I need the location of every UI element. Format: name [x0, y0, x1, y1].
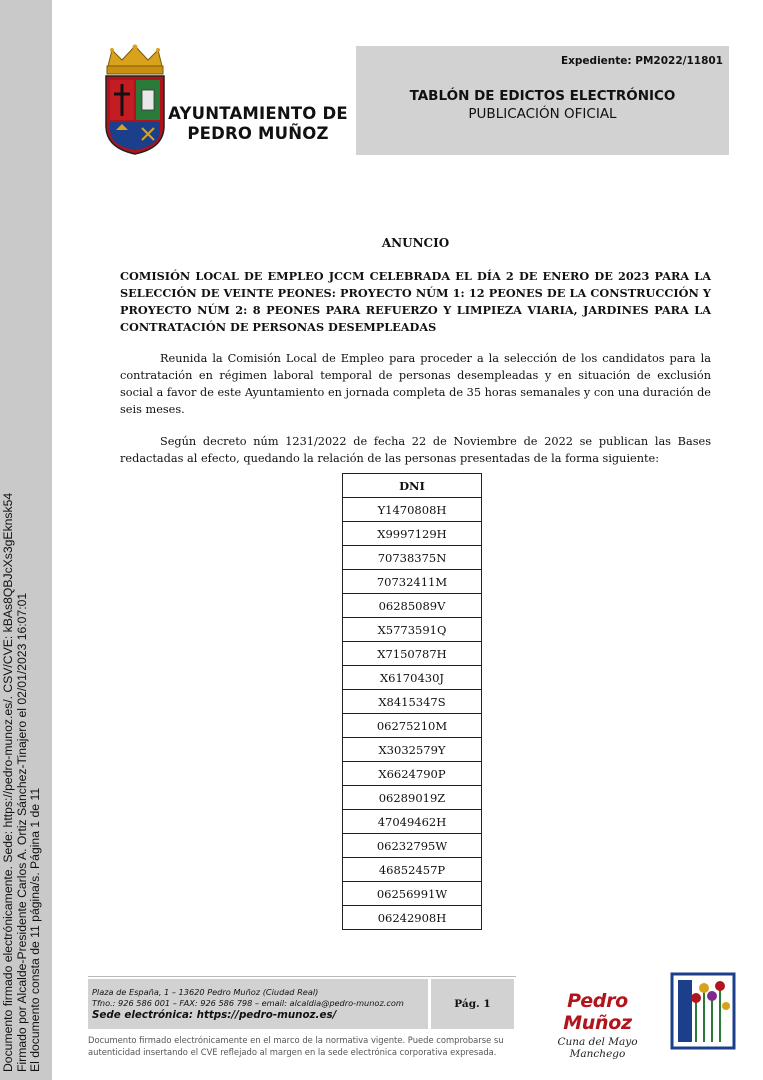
organization-name — [168, 104, 348, 144]
table-row — [343, 666, 482, 690]
board-subtitle: PUBLICACIÓN OFICIAL — [468, 106, 617, 122]
table-row — [343, 714, 482, 738]
dni-cell: Y1470808H — [343, 498, 482, 522]
dni-cell: 70732411M — [343, 570, 482, 594]
brand-tagline: Cuna del Mayo Manchego — [557, 1036, 638, 1060]
organization-name-line-1: AYUNTAMIENTO DE — [168, 104, 348, 123]
table-row — [343, 738, 482, 762]
table-row — [343, 882, 482, 906]
table-row — [343, 762, 482, 786]
dni-cell: 70738375N — [343, 546, 482, 570]
dni-cell: X9997129H — [343, 522, 482, 546]
footer-divider — [88, 976, 516, 977]
signature-line-1: Documento firmado electrónicamente. Sede: https://pedro-munoz.es/. CSV/CVE: kBAs8QBJcXs3gEknsk54 — [1, 492, 15, 1072]
table-row — [343, 810, 482, 834]
signature-line-3: El documento consta de 11 página/s. Página 1 de 11 — [28, 787, 42, 1072]
dni-cell: 06289019Z — [343, 786, 482, 810]
table-row — [343, 906, 482, 930]
table-row — [343, 834, 482, 858]
board-title: TABLÓN DE EDICTOS ELECTRÓNICO — [409, 88, 676, 104]
document-heading: ANUNCIO — [381, 236, 450, 250]
footer-contact: Tfno.: 926 586 001 – FAX: 926 586 798 – email: alcaldia@pedro-munoz.com — [92, 998, 404, 1008]
coat-of-arms-icon — [102, 44, 168, 156]
dni-cell: 46852457P — [343, 858, 482, 882]
footer-note: Documento firmado electrónicamente en el marco de la normativa vigente. Puede comprobarse su autenticidad insertando el CVE reflejado al margen en la sede electrónica corporativa expresada. — [88, 1035, 504, 1057]
table-row — [343, 690, 482, 714]
dni-cell: 06242908H — [343, 906, 482, 930]
table-row — [343, 858, 482, 882]
document-subject: COMISIÓN LOCAL DE EMPLEO JCCM CELEBRADA EL DÍA 2 DE ENERO DE 2023 PARA LA SELECCIÓN DE VEINTE PEONES: PROYECTO NÚM 1: 12 PEONES DE LA CONSTRUCCIÓN Y PROYECTO NÚM 2: 8 PEONES PARA REFUERZO Y LIMPIEZA VIARIA, JARDINES PARA LA CONTRATACIÓN DE PERSONAS DESEMPLEADAS — [120, 269, 711, 334]
dni-column-header: DNI — [343, 474, 482, 498]
page-number: Pág. 1 — [431, 979, 514, 1029]
paragraph-1: Reunida la Comisión Local de Empleo para proceder a la selección de los candidatos para la contratación en régimen laboral temporal de personas desempleadas y en situación de exclusión social a favor de este Ayuntamiento en jornada completa de 35 horas semanales y con una duración de seis meses. — [120, 352, 711, 416]
town-brand-logo-icon — [670, 972, 736, 1050]
organization-name-line-2: PEDRO MUÑOZ — [187, 124, 329, 143]
table-row — [343, 594, 482, 618]
dni-cell: X8415347S — [343, 690, 482, 714]
table-row — [343, 618, 482, 642]
dni-cell: X5773591Q — [343, 618, 482, 642]
footer-address: Plaza de España, 1 – 13620 Pedro Muñoz (Ciudad Real) — [92, 987, 319, 997]
table-row — [343, 498, 482, 522]
footer-contact-box — [88, 979, 428, 1029]
dni-cell: X3032579Y — [343, 738, 482, 762]
table-row — [343, 642, 482, 666]
dni-table — [342, 473, 482, 930]
brand-name: Pedro Muñoz — [563, 990, 632, 1034]
dni-cell: 47049462H — [343, 810, 482, 834]
dni-cell: X7150787H — [343, 642, 482, 666]
brand-block — [530, 990, 665, 1060]
signature-line-2: Firmado por Alcalde-Presidente Carlos A. Ortiz Sánchez-Tinajero el 02/01/2023 16:07:01 — [14, 592, 29, 1072]
dni-cell: 06285089V — [343, 594, 482, 618]
table-row — [343, 546, 482, 570]
dni-cell: 06275210M — [343, 714, 482, 738]
footer-sede-link[interactable]: Sede electrónica: https://pedro-munoz.es/ — [92, 1009, 337, 1021]
expediente-number: Expediente: PM2022/11801 — [560, 55, 723, 67]
dni-cell: X6170430J — [343, 666, 482, 690]
paragraph-2: Según decreto núm 1231/2022 de fecha 22 de Noviembre de 2022 se publican las Bases redactadas al efecto, quedando la relación de las personas presentadas de la forma siguiente: — [120, 435, 711, 465]
dni-cell: 06232795W — [343, 834, 482, 858]
header-box — [356, 46, 729, 155]
signature-stamp — [2, 432, 43, 1072]
table-row — [343, 522, 482, 546]
dni-cell: 06256991W — [343, 882, 482, 906]
footer-address-block — [92, 987, 404, 1009]
dni-cell: X6624790P — [343, 762, 482, 786]
table-row — [343, 570, 482, 594]
table-row — [343, 786, 482, 810]
